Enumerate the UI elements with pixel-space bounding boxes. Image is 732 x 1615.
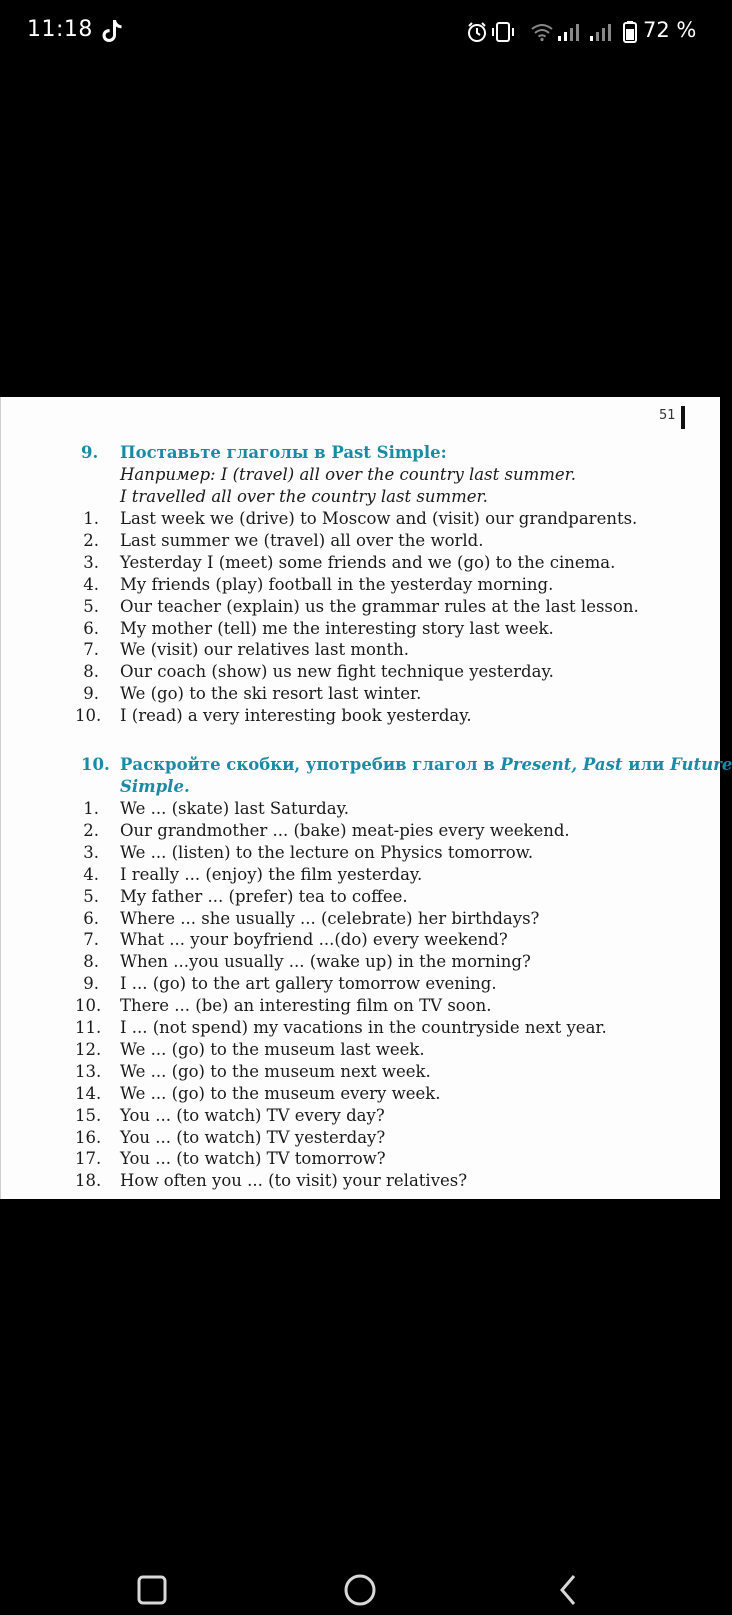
exercise-10-item-text: When ...you usually ... (wake up) in the morning? bbox=[120, 952, 531, 972]
exercise-10-item-text: We ... (go) to the museum every week. bbox=[120, 1083, 441, 1103]
status-bar bbox=[0, 0, 720, 64]
exercise-10-item-text: We ... (skate) last Saturday. bbox=[120, 799, 349, 818]
exercise-9-item-text: My friends (play) football in the yesterday morning. bbox=[120, 574, 554, 594]
exercise-9-item-text: Yesterday I (meet) some friends and we (go) to the cinema. bbox=[120, 552, 616, 572]
document-page[interactable] bbox=[0, 397, 732, 1199]
exercise-10-item-number: 13. bbox=[75, 1061, 102, 1081]
exercise-10-item-text: Where ... she usually ... (celebrate) her birthdays? bbox=[120, 908, 540, 928]
exercise-10-title-part1: Раскройте скобки, употребив глагол в bbox=[120, 755, 501, 774]
exercise-10-title-line2 bbox=[120, 777, 190, 796]
exercise-10-item-text: There ... (be) an interesting film on TV soon. bbox=[120, 996, 492, 1016]
exercise-10-item-number: 15. bbox=[75, 1105, 102, 1125]
exercise-9-item-number: 8. bbox=[83, 662, 99, 682]
exercise-9-example-answer: I travelled all over the country last summer. bbox=[120, 487, 488, 506]
recents-icon bbox=[139, 1577, 165, 1603]
exercise-10-number: 10. bbox=[81, 755, 110, 774]
vibrate-icon bbox=[490, 21, 516, 43]
exercise-9-item-number: 1. bbox=[83, 509, 99, 528]
exercise-9-item-number: 5. bbox=[83, 596, 99, 616]
exercise-9-number: 9. bbox=[81, 443, 99, 462]
exercise-9-item-number: 4. bbox=[83, 574, 99, 594]
back-button[interactable] bbox=[538, 1565, 598, 1615]
exercise-10-item-number: 11. bbox=[75, 1018, 102, 1037]
back-icon bbox=[562, 1576, 574, 1604]
status-time: 11:18 bbox=[27, 17, 93, 42]
exercise-10-title-line2-text: Simple. bbox=[120, 777, 190, 796]
exercise-10-item-number: 6. bbox=[83, 908, 99, 928]
exercise-9-item-text: Our coach (show) us new fight technique yesterday. bbox=[120, 662, 554, 682]
exercise-10-title-part4: Future bbox=[670, 755, 732, 774]
tiktok-icon bbox=[101, 18, 123, 44]
exercise-10-item-number: 4. bbox=[83, 864, 99, 884]
exercise-9-item-text: I (read) a very interesting book yesterday. bbox=[120, 706, 472, 726]
recents-button[interactable] bbox=[122, 1565, 182, 1615]
exercise-10-item-text: My father ... (prefer) tea to coffee. bbox=[120, 886, 408, 906]
exercise-10-item-number: 5. bbox=[83, 886, 99, 906]
exercise-10-item-number: 18. bbox=[75, 1171, 102, 1191]
exercise-9-item-number: 10. bbox=[75, 706, 102, 726]
exercise-10-item-number: 2. bbox=[83, 820, 99, 840]
exercise-10-item-text: Our grandmother ... (bake) meat-pies every weekend. bbox=[120, 820, 570, 840]
exercise-9-item-text: Last summer we (travel) all over the world. bbox=[120, 530, 484, 550]
exercise-10-item-number: 10. bbox=[75, 996, 102, 1016]
exercise-10-item-text: I ... (go) to the art gallery tomorrow evening. bbox=[120, 974, 497, 994]
exercise-10-item-number: 1. bbox=[83, 799, 99, 818]
alarm-icon bbox=[466, 21, 488, 43]
exercise-10-item-number: 9. bbox=[83, 974, 99, 994]
exercise-9-item-number: 2. bbox=[83, 530, 99, 550]
exercise-9-item-number: 9. bbox=[83, 684, 99, 704]
page-number-bar bbox=[681, 406, 685, 429]
exercise-10-title-part3: или bbox=[622, 755, 671, 774]
exercise-10-item-text: You ... (to watch) TV yesterday? bbox=[120, 1127, 386, 1147]
exercise-9-item-text: We (visit) our relatives last month. bbox=[120, 640, 410, 660]
exercise-10-item-text: You ... (to watch) TV every day? bbox=[120, 1105, 385, 1125]
exercise-9-item-number: 7. bbox=[83, 640, 99, 660]
exercise-9-title: Поставьте глаголы в Past Simple: bbox=[120, 443, 447, 462]
exercise-9-item-text: Our teacher (explain) us the grammar rules at the last lesson. bbox=[120, 596, 639, 616]
battery-percent: 72 % bbox=[643, 18, 697, 42]
exercise-10-item-number: 8. bbox=[83, 952, 99, 972]
exercise-10-item-number: 7. bbox=[83, 930, 99, 950]
exercise-9-item-number: 6. bbox=[83, 618, 99, 638]
signal-icon bbox=[556, 22, 584, 42]
exercise-10-title bbox=[120, 755, 732, 774]
exercise-10-item-number: 17. bbox=[75, 1149, 102, 1169]
battery-icon bbox=[622, 20, 638, 44]
exercise-10-item-number: 16. bbox=[75, 1127, 102, 1147]
signal-icon-2 bbox=[588, 22, 616, 42]
home-button[interactable] bbox=[330, 1565, 390, 1615]
exercise-9-example-prompt: Например: I (travel) all over the country last summer. bbox=[120, 465, 576, 484]
exercise-10-item-number: 3. bbox=[83, 842, 99, 862]
exercise-10-item-text: What ... your boyfriend ...(do) every weekend? bbox=[120, 930, 508, 950]
page-number: 51 bbox=[659, 408, 676, 423]
exercise-9-item-text: We (go) to the ski resort last winter. bbox=[120, 684, 422, 704]
exercise-9-item-number: 3. bbox=[83, 552, 99, 572]
exercise-10-item-number: 14. bbox=[75, 1083, 102, 1103]
exercise-10-title-part2: Present, Past bbox=[500, 755, 623, 774]
exercise-9-item-text: Last week we (drive) to Moscow and (visit) our grandparents. bbox=[120, 509, 638, 528]
exercise-10-item-text: We ... (go) to the museum next week. bbox=[120, 1061, 431, 1081]
exercise-9-item-text: My mother (tell) me the interesting story last week. bbox=[120, 618, 554, 638]
exercise-10-item-number: 12. bbox=[75, 1039, 102, 1059]
exercise-10-item-text: We ... (listen) to the lecture on Physics tomorrow. bbox=[120, 842, 534, 862]
exercise-10-item-text: I ... (not spend) my vacations in the countryside next year. bbox=[120, 1018, 607, 1037]
exercise-10-item-text: I really ... (enjoy) the film yesterday. bbox=[120, 864, 423, 884]
exercise-10-item-text: You ... (to watch) TV tomorrow? bbox=[120, 1149, 386, 1169]
home-icon bbox=[346, 1576, 374, 1604]
exercise-10-item-text: How often you ... (to visit) your relatives? bbox=[120, 1171, 468, 1191]
exercise-10-item-text: We ... (go) to the museum last week. bbox=[120, 1039, 425, 1059]
wifi-icon bbox=[530, 22, 554, 42]
